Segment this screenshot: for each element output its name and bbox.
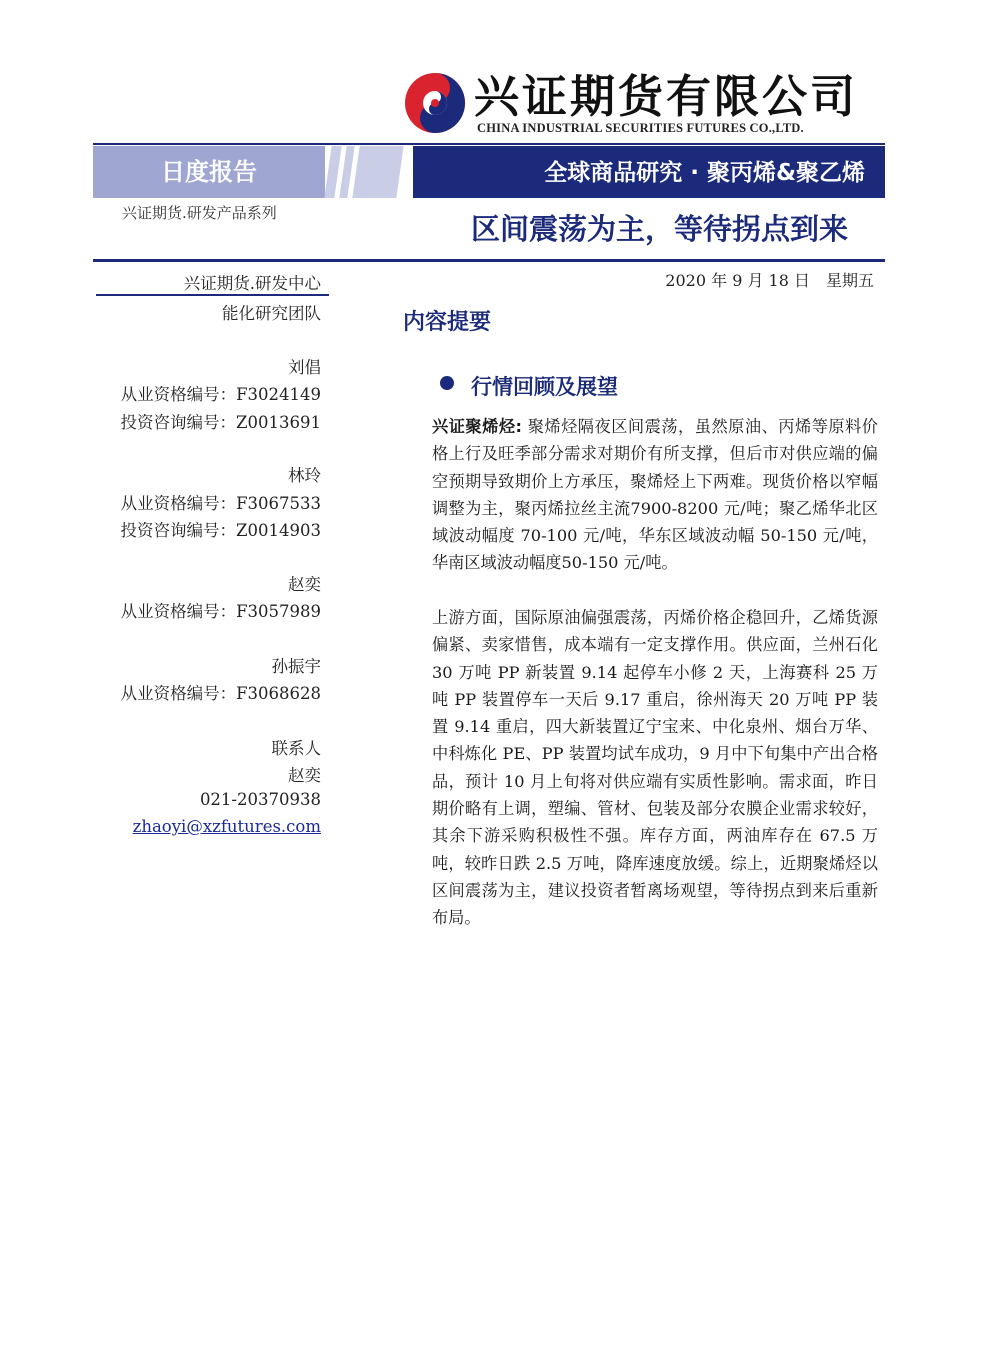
company-name-en: CHINA INDUSTRIAL SECURITIES FUTURES CO.,LTD. <box>477 121 804 135</box>
sidebar-divider <box>96 294 329 296</box>
outlook-paragraph: 上游方面，国际原油偏强震荡，丙烯价格企稳回升，乙烯货源偏紧、卖家惜售，成本端有一定支撑作用。供应面，兰州石化 30 万吨 PP 新装置 9.14 起停车小修 2 天，上海赛科 25 万吨 PP 装置停车一天后 9.17 重启，徐州海天 20 万吨 PP 装置 9.14 重启，四大新装置辽宁宝来、中化泉州、烟台万华、中科炼化 PE、PP 装置均试车成功，9 月中下旬集中产出合格品，预计 10 月上旬将对供应端有实质性影响。需求面，昨日期价略有上调，塑编、管材、包装及部分农膜企业需求较好，其余下游采购积极性不强。库存方面，两油库存在 67.5 万吨，较昨日跌 2.5 万吨，降库速度放缓。综上，近期聚烯烃以区间震荡为主，建议投资者暂离场观望，等待拐点到来后重新布局。 <box>432 608 878 928</box>
analyst-investment-license: 投资咨询编号：Z0014903 <box>120 521 321 540</box>
analyst-qualification: 从业资格编号：F3067533 <box>120 494 321 513</box>
team-label: 能化研究团队 <box>222 304 321 323</box>
category-label: 全球商品研究 · 聚丙烯&聚乙烯 <box>544 160 865 186</box>
banner-stripe <box>352 146 403 198</box>
analyst-qualification: 从业资格编号：F3057989 <box>120 602 321 621</box>
section-heading: 行情回顾及展望 <box>471 375 618 399</box>
contact-phone: 021-20370938 <box>199 790 321 809</box>
contact-email-link[interactable]: zhaoyi@xzfutures.com <box>132 817 321 836</box>
analyst-name: 林玲 <box>288 466 321 485</box>
analyst-investment-license: 投资咨询编号：Z0013691 <box>120 413 321 432</box>
header-divider-top <box>93 143 885 145</box>
market-review-paragraph <box>432 413 878 577</box>
report-date: 2020 年 9 月 18 日 星期五 <box>665 271 874 290</box>
research-center-label: 兴证期货.研发中心 <box>183 274 321 293</box>
contact-name: 赵奕 <box>288 766 321 785</box>
banner-stripe <box>324 146 341 198</box>
contact-label: 联系人 <box>271 739 321 758</box>
company-name-cn: 兴证期货有限公司 <box>474 70 859 123</box>
analyst-qualification: 从业资格编号：F3024149 <box>120 385 321 404</box>
analyst-qualification: 从业资格编号：F3068628 <box>120 684 321 703</box>
header-divider-bottom <box>93 259 885 262</box>
report-title: 区间震荡为主，等待拐点到来 <box>470 212 848 246</box>
analyst-name: 刘倡 <box>288 358 321 377</box>
paragraph-lead: 兴证聚烯烃: <box>432 417 523 436</box>
analyst-name: 赵奕 <box>288 575 321 594</box>
bullet-icon <box>440 376 454 390</box>
xingzheng-logo-icon <box>404 72 466 134</box>
analyst-name: 孙振宇 <box>271 657 321 676</box>
product-series-label: 兴证期货.研发产品系列 <box>122 204 277 222</box>
paragraph-body: 聚烯烃隔夜区间震荡，虽然原油、丙烯等原料价格上行及旺季部分需求对期价有所支撑，但后市对供应端的偏空预期导致期价上方承压，聚烯烃上下两难。现货价格以窄幅调整为主，聚丙烯拉丝主流7900-8200 元/吨；聚乙烯华北区域波动幅度 70-100 元/吨，华东区域波动幅 50-150 元/吨，华南区域波动幅度50-150 元/吨。 <box>432 417 878 573</box>
summary-heading: 内容提要 <box>403 310 492 335</box>
report-type-label: 日度报告 <box>161 158 257 186</box>
